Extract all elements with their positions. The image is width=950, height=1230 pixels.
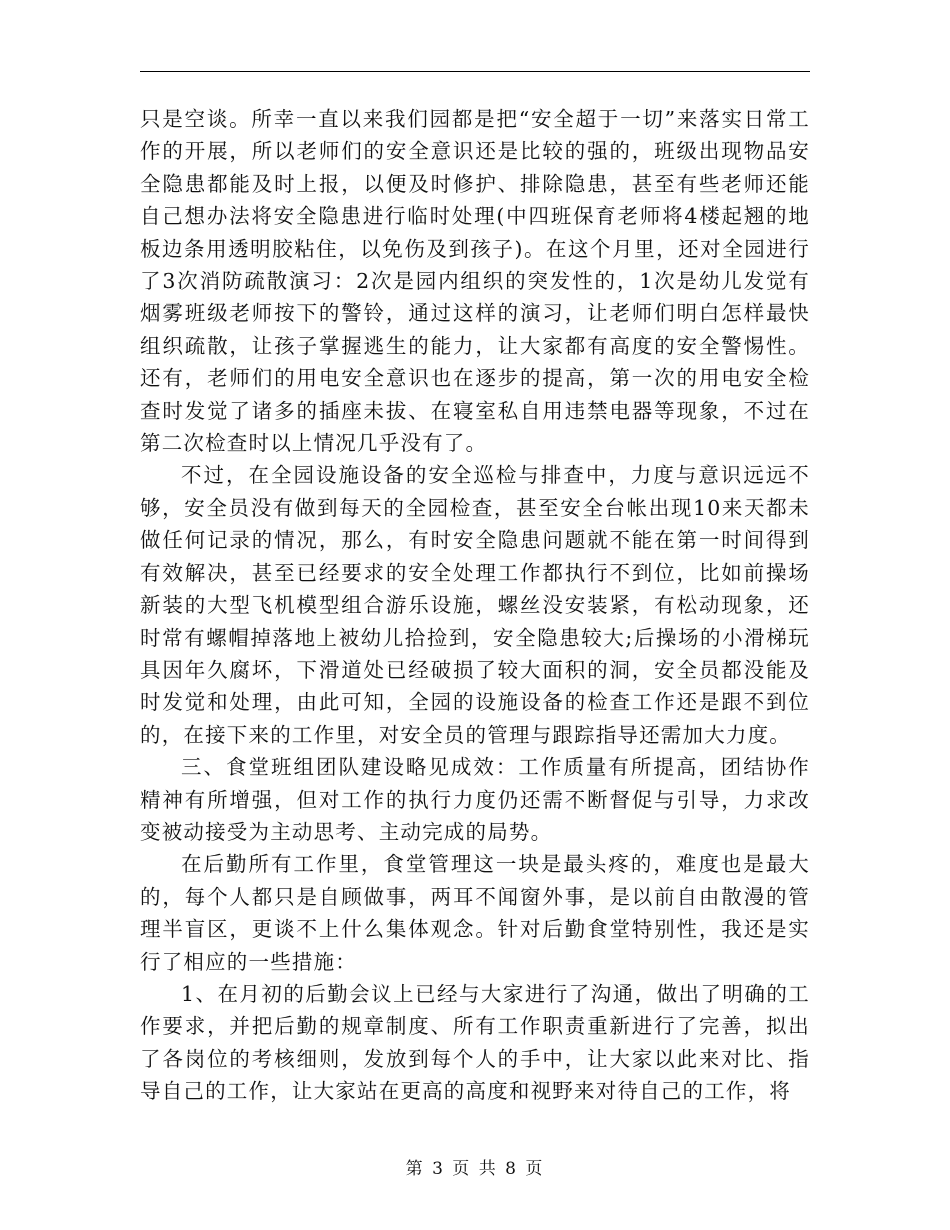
paragraph-1: 只是空谈。所幸一直以来我们园都是把“安全超于一切”来落实日常工作的开展，所以老师们的安全意识还是比较的强的，班级出现物品安全隐患都能及时上报，以便及时修护、排除隐患，甚至有些老师还能自己想办法将安全隐患进行临时处理(中四班保育老师将4楼起翘的地板边条用透明胶粘住，以免伤及到孩子)。在这个月里，还对全园进行了3次消防疏散演习：2次是园内组织的突发性的，1次是幼儿发觉有烟雾班级老师按下的警铃，通过这样的演习，让老师们明白怎样最快组织疏散，让孩子掌握逃生的能力，让大家都有高度的安全警惕性。还有，老师们的用电安全意识也在逐步的提高，第一次的用电安全检查时发觉了诸多的插座未拔、在寝室私自用违禁电器等现象，不过在第二次检查时以上情况几乎没有了。 bbox=[140, 107, 810, 456]
header-rule bbox=[140, 71, 810, 72]
paragraph-4: 在后勤所有工作里，食堂管理这一块是最头疼的，难度也是最大的，每个人都只是自顾做事，两耳不闻窗外事，是以前自由散漫的管理半盲区，更谈不上什么集体观念。针对后勤食堂特别性，我还是实行了相应的一些措施： bbox=[140, 852, 810, 974]
document-body bbox=[140, 103, 810, 1108]
paragraph-2: 不过，在全园设施设备的安全巡检与排查中，力度与意识远远不够，安全员没有做到每天的全园检查，甚至安全台帐出现10来天都未做任何记录的情况，那么，有时安全隐患问题就不能在第一时间得到有效解决，甚至已经要求的安全处理工作都执行不到位，比如前操场新装的大型飞机模型组合游乐设施，螺丝没安装紧，有松动现象，还时常有螺帽掉落地上被幼儿拾捡到，安全隐患较大;后操场的小滑梯玩具因年久腐坏，下滑道处已经破损了较大面积的洞，安全员都没能及时发觉和处理，由此可知，全园的设施设备的检查工作还是跟不到位的，在接下来的工作里，对安全员的管理与跟踪指导还需加大力度。 bbox=[140, 463, 810, 747]
paragraph-5-list-item: 1、在月初的后勤会议上已经与大家进行了沟通，做出了明确的工作要求，并把后勤的规章制度、所有工作职责重新进行了完善，拟出了各岗位的考核细则，发放到每个人的手中，让大家以此来对比、指导自己的工作，让大家站在更高的高度和视野来对待自己的工作，将 bbox=[140, 981, 810, 1104]
paragraph-3-section-heading: 三、食堂班组团队建设略见成效：工作质量有所提高，团结协作精神有所增强，但对工作的执行力度仍还需不断督促与引导，力求改变被动接受为主动思考、主动完成的局势。 bbox=[140, 755, 810, 844]
page-number-footer: 第 3 页 共 8 页 bbox=[405, 1159, 545, 1179]
